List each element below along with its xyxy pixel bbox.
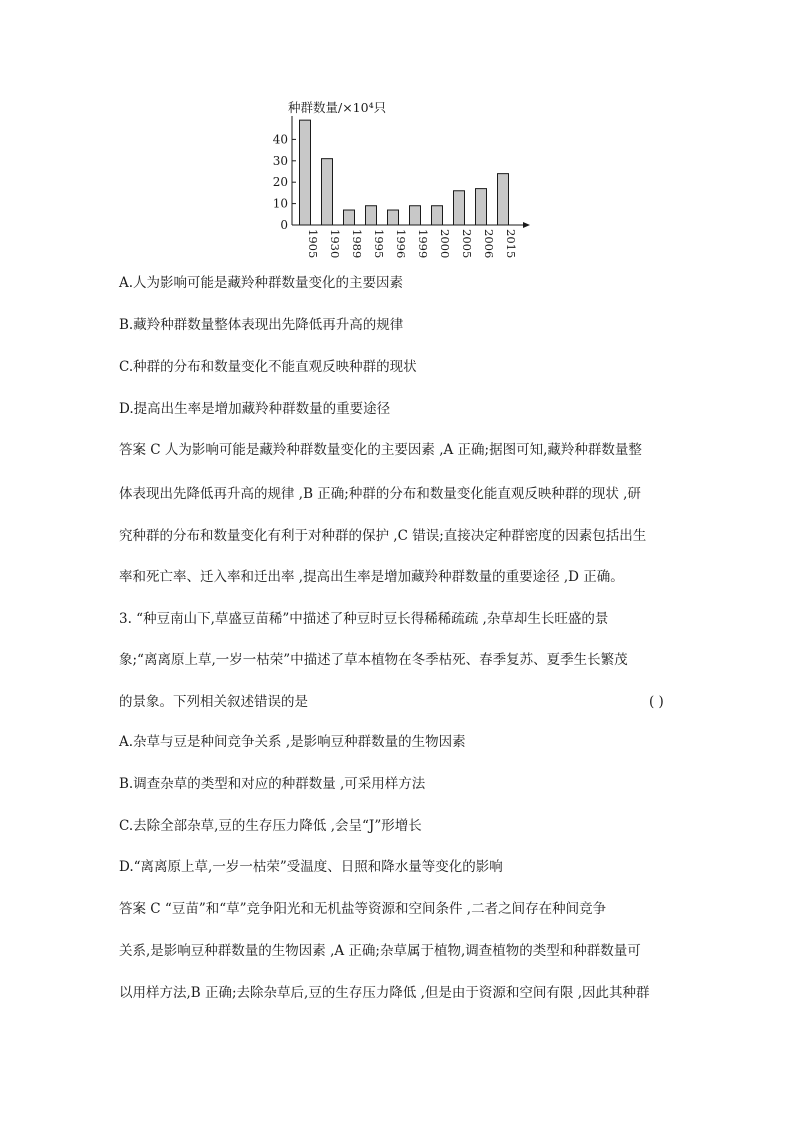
y-axis-label: 种群数量/×10⁴只 — [288, 100, 387, 115]
x-tick-label: 2005 — [460, 229, 474, 259]
q2-option-b: B.藏羚种群数量整体表现出先降低再升高的规律 — [119, 317, 404, 333]
bar-2005 — [454, 191, 465, 225]
x-tick-label: 2000 — [438, 229, 452, 259]
q3-answer-line: 答案 C “豆苗”和“草”竞争阳光和无机盐等资源和空间条件 ,二者之间存在种间竞争 — [119, 901, 607, 917]
bar-2006 — [476, 189, 487, 225]
q3-stem-line: 的景象。下列相关叙述错误的是 — [119, 694, 308, 710]
q2-option-d: D.提高出生率是增加藏羚种群数量的重要途径 — [119, 401, 391, 417]
bar-1989 — [344, 210, 355, 225]
bar-1999 — [410, 206, 421, 225]
x-tick-label: 2006 — [482, 229, 496, 259]
x-tick-label: 2015 — [504, 229, 518, 259]
y-tick-label: 0 — [280, 218, 288, 232]
answer-bracket: ( ) — [649, 694, 664, 710]
q3-option-a: A.杂草与豆是种间竞争关系 ,是影响豆种群数量的生物因素 — [119, 734, 466, 750]
bar-1995 — [366, 206, 377, 225]
q3-option-b: B.调查杂草的类型和对应的种群数量 ,可采用样方法 — [119, 776, 426, 792]
y-tick-label: 10 — [272, 196, 288, 211]
q2-option-a: A.人为影响可能是藏羚种群数量变化的主要因素 — [119, 275, 404, 291]
q2-option-c: C.种群的分布和数量变化不能直观反映种群的现状 — [119, 359, 417, 375]
q3-stem-line: 象;“离离原上草,一岁一枯荣”中描述了草本植物在冬季枯死、春季复苏、夏季生长繁茂 — [119, 652, 628, 668]
q3-stem-line: 3. “种豆南山下,草盛豆苗稀”中描述了种豆时豆长得稀稀疏疏 ,杂草却生长旺盛的景 — [119, 611, 609, 627]
q3-answer-line: 以用样方法,B 正确;去除杂草后,豆的生存压力降低 ,但是由于资源和空间有限 ,因此其种群 — [119, 985, 650, 1001]
bar-1905 — [300, 120, 311, 225]
q3-option-d: D.“离离原上草,一岁一枯荣”受温度、日照和降水量等变化的影响 — [119, 859, 503, 875]
x-tick-label: 1999 — [416, 229, 430, 259]
q2-answer-line: 率和死亡率、迁入率和迁出率 ,提高出生率是增加藏羚种群数量的重要途径 ,D 正确。 — [119, 569, 624, 585]
y-tick-label: 30 — [272, 153, 288, 168]
y-tick-label: 40 — [272, 132, 288, 147]
x-tick-label: 1995 — [372, 229, 386, 259]
bar-2015 — [498, 174, 509, 225]
bar-1996 — [388, 210, 399, 225]
q3-option-c: C.去除全部杂草,豆的生存压力降低 ,会呈“J”形增长 — [119, 818, 422, 834]
q2-answer-line: 答案 C 人为影响可能是藏羚种群数量变化的主要因素 ,A 正确;据图可知,藏羚种群数量整 — [119, 442, 642, 458]
bar-2000 — [432, 206, 443, 225]
y-tick-label: 20 — [272, 175, 288, 190]
x-tick-label: 1930 — [328, 229, 342, 259]
q2-answer-line: 体表现出先降低再升高的规律 ,B 正确;种群的分布和数量变化能直观反映种群的现状 ,研 — [119, 486, 641, 502]
x-tick-label: 1989 — [350, 229, 364, 259]
population-bar-chart — [262, 96, 542, 266]
x-tick-label: 1996 — [394, 229, 408, 259]
x-axis-arrow — [523, 222, 530, 228]
bar-1930 — [322, 159, 333, 225]
q2-answer-line: 究种群的分布和数量变化有利于对种群的保护 ,C 错误;直接决定种群密度的因素包括出生 — [119, 528, 647, 544]
x-tick-label: 1905 — [306, 229, 320, 259]
q3-answer-line: 关系,是影响豆种群数量的生物因素 ,A 正确;杂草属于植物,调查植物的类型和种群数量可 — [119, 943, 641, 959]
